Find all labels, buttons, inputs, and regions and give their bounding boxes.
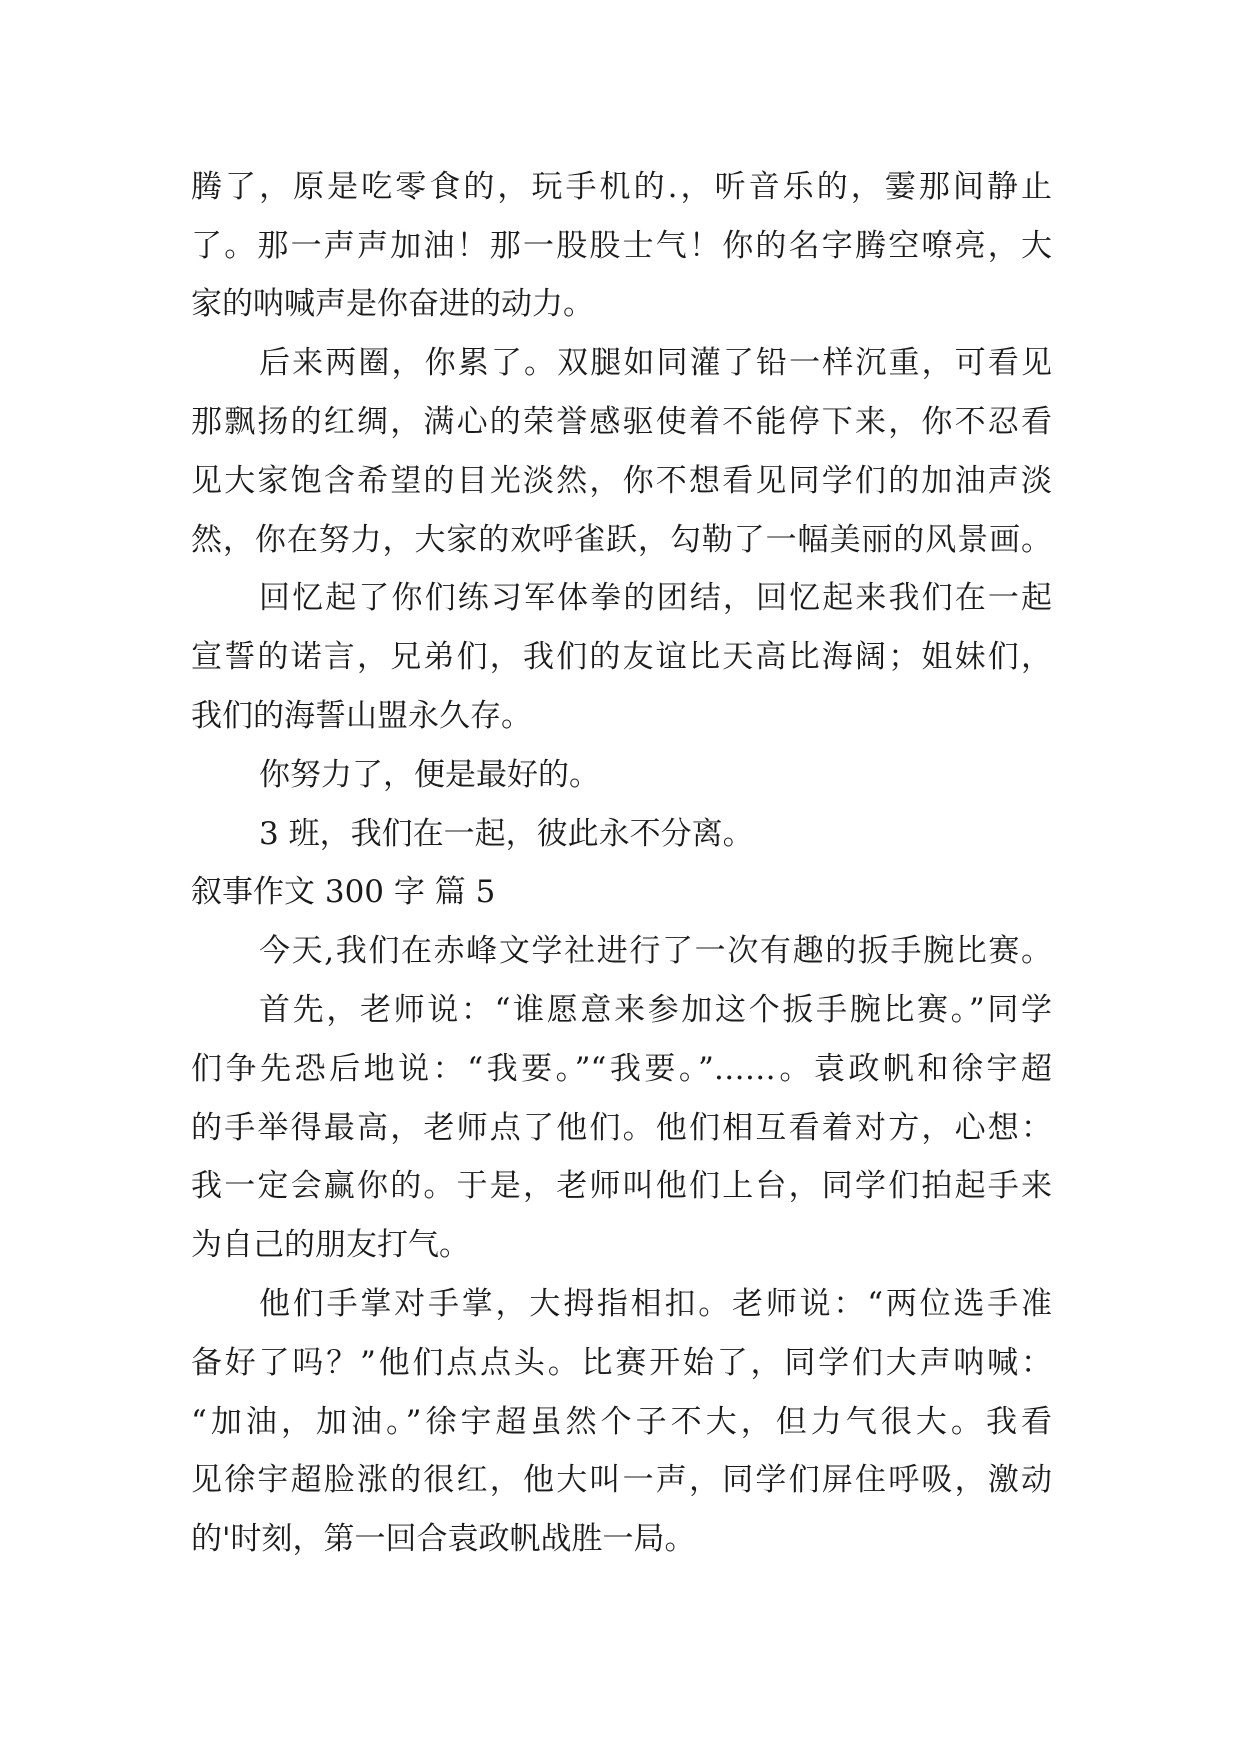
paragraph-first-line: 3 班，我们在一起，彼此永不分离。 (259, 816, 754, 852)
body-text-line: 们争先恐后地说：“我要。”“我要。”……。袁政帆和徐宇超 (191, 1051, 1052, 1087)
body-text-line: 我一定会赢你的。于是，老师叫他们上台，同学们拍起手来 (191, 1168, 1052, 1204)
body-text-line: 见大家饱含希望的目光淡然，你不想看见同学们的加油声淡 (191, 463, 1052, 499)
body-text-line: 然，你在努力，大家的欢呼雀跃，勾勒了一幅美丽的风景画。 (191, 522, 1052, 558)
paragraph-first-line: 你努力了，便是最好的。 (259, 757, 600, 793)
body-text-line: 宣誓的诺言，兄弟们，我们的友谊比天高比海阔；姐妹们， (191, 639, 1052, 675)
body-text-line: “加油，加油。”徐宇超虽然个子不大，但力气很大。我看 (191, 1404, 1052, 1440)
body-text-line: 家的呐喊声是你奋进的动力。 (191, 286, 594, 322)
body-text-line: 见徐宇超脸涨的很红，他大叫一声，同学们屏住呼吸，激动 (191, 1462, 1052, 1498)
body-text-line: 那飘扬的红绸，满心的荣誉感驱使着不能停下来，你不忍看 (191, 404, 1052, 440)
body-text-line: 我们的海誓山盟永久存。 (191, 698, 532, 734)
paragraph-first-line: 他们手掌对手掌，大拇指相扣。老师说：“两位选手准 (259, 1286, 1052, 1322)
body-text-line: 腾了，原是吃零食的，玩手机的.，听音乐的，霎那间静止 (191, 169, 1052, 205)
paragraph-first-line: 后来两圈，你累了。双腿如同灌了铅一样沉重，可看见 (259, 345, 1052, 381)
paragraph-first-line: 首先，老师说：“谁愿意来参加这个扳手腕比赛。”同学 (259, 992, 1052, 1028)
body-text-line: 了。那一声声加油！那一股股士气！你的名字腾空嘹亮，大 (191, 228, 1052, 264)
body-text-line: 的手举得最高，老师点了他们。他们相互看着对方，心想： (191, 1110, 1052, 1146)
section-heading: 叙事作文 300 字 篇 5 (191, 874, 496, 910)
paragraph-first-line: 今天,我们在赤峰文学社进行了一次有趣的扳手腕比赛。 (259, 933, 1052, 969)
paragraph-first-line: 回忆起了你们练习军体拳的团结，回忆起来我们在一起 (259, 580, 1052, 616)
body-text-line: 的'时刻，第一回合袁政帆战胜一局。 (191, 1521, 696, 1557)
body-text-line: 为自己的朋友打气。 (191, 1227, 470, 1263)
body-text-line: 备好了吗？”他们点点头。比赛开始了，同学们大声呐喊： (191, 1345, 1052, 1381)
